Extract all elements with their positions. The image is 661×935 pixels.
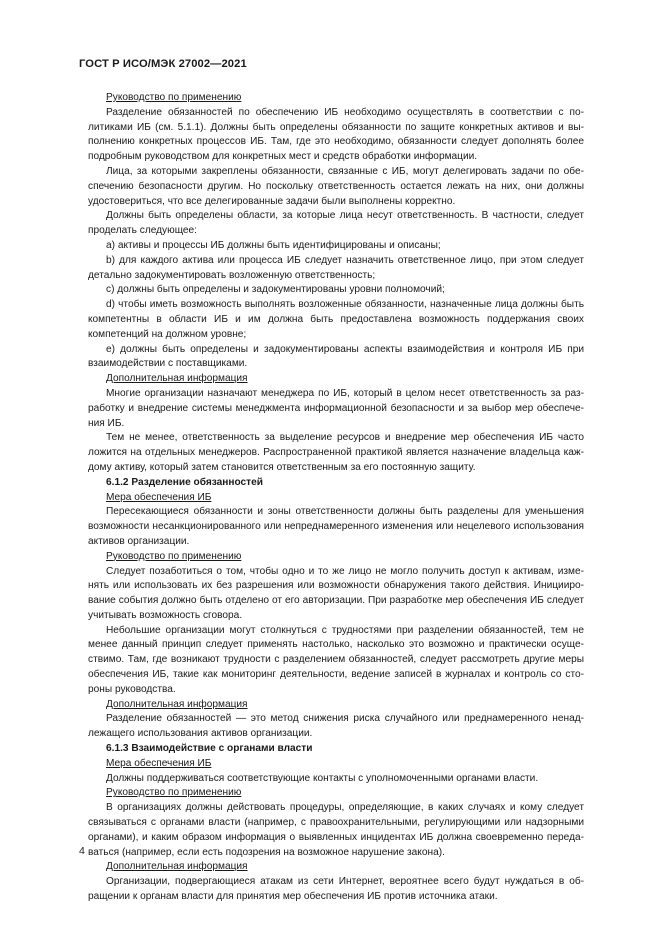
page-number: 4 <box>79 845 85 857</box>
paragraph: Организации, подвергающиеся атакам из сети Интернет, вероятнее всего будут нуждаться в обращении к органам власти для принятия мер обеспечения ИБ против источника атаки. <box>88 876 584 903</box>
paragraph: Лица, за которыми закреплены обязанности, связанные с ИБ, могут делегировать задачи по обеспечению безопасности другим. Но поскольку ответственность остается лежать на них, они должны удостовериться, что все делегированные задачи были выполнены корректно. <box>88 165 584 207</box>
subheading-underlined: Мера обеспечения ИБ <box>106 491 212 503</box>
paragraph: Тем не менее, ответственность за выделение ресурсов и внедрение мер обеспечения ИБ часто ложится на отдельных менеджеров. Распространенной практикой является назначение владельца каждому активу, который затем становится ответственным за его постоянную защиту. <box>88 432 584 473</box>
paragraph: В организациях должны действовать процедуры, определяющие, в каких случаях и кому следует связываться с органами власти (например, с правоохранительными, регулирующими или надзорными органами), и каким образом информация о выявленных инцидентах ИБ должна своевременно передаваться (например, если есть подозрения на возможное нарушение закона). <box>88 802 584 858</box>
paragraph: Должны поддерживаться соответствующие контакты с уполномоченными органами власти. <box>106 772 539 784</box>
paragraph: Следует позаботиться о том, чтобы одно и то же лицо не могло получить доступ к активам, изменять или использовать их без разрешения или возможности обнаружения такого действия. Инициирование события должно быть отделено от его авторизации. При разработке мер обеспечения ИБ следует учитывать возможность сговора. <box>88 565 584 621</box>
paragraph: Разделение обязанностей по обеспечению ИБ необходимо осуществлять в соответствии с политиками ИБ (см. 5.1.1). Должны быть определены обязанности по защите конкретных активов и выполнению конкретных процессов ИБ. Там, где это необходимо, обязанности следует дополнять более подробным руководством для конкретных мест и средств обработки информации. <box>88 106 584 163</box>
list-item: b) для каждого актива или процесса ИБ следует назначить ответственное лицо, при этом следует детально задокументировать возложенную ответственность; <box>88 254 584 281</box>
subheading-underlined: Дополнительная информация <box>106 373 248 385</box>
list-item: a) активы и процессы ИБ должны быть идентифицированы и описаны; <box>106 239 441 251</box>
list-item: e) должны быть определены и задокументированы аспекты взаимодействия и контроля ИБ при взаимодействии с поставщиками. <box>88 343 584 370</box>
section-heading: 6.1.3 Взаимодействие с органами власти <box>106 743 313 755</box>
subheading-underlined: Мера обеспечения ИБ <box>106 757 212 769</box>
subheading-underlined: Дополнительная информация <box>106 698 248 710</box>
paragraph: Должны быть определены области, за которые лица несут ответственность. В частности, следует проделать следующее: <box>88 210 584 237</box>
paragraph: Многие организации назначают менеджера по ИБ, который в целом несет ответственность за разработку и внедрение системы менеджмента информационной безопасности и за выбор мер обеспечения ИБ. <box>88 387 584 429</box>
document-header: ГОСТ Р ИСО/МЭК 27002—2021 <box>79 58 247 70</box>
subheading-underlined: Дополнительная информация <box>106 861 248 873</box>
list-item: c) должны быть определены и задокументированы уровни полномочий; <box>106 284 445 296</box>
list-item: d) чтобы иметь возможность выполнять возложенные обязанности, назначенные лица должны быть компетентны в области ИБ и им должна быть предоставлена возможность поддержания своих компетенций на должном уровне; <box>88 299 584 340</box>
paragraph: Небольшие организации могут столкнуться с трудностями при разделении обязанностей, тем не менее данный принцип следует применять настолько, насколько это возможно и практически осуществимо. Там, где возникают трудности с разделением обязанностей, следует рассмотреть другие меры обеспечения ИБ, такие как мониторинг деятельности, ведение записей в журналах и контроль со стороны руководства. <box>88 624 584 695</box>
document-body <box>88 91 584 905</box>
section-heading: 6.1.2 Разделение обязанностей <box>106 476 263 488</box>
paragraph: Разделение обязанностей — это метод снижения риска случайного или преднамеренного ненадлежащего использования активов организации. <box>88 713 584 740</box>
paragraph: Пересекающиеся обязанности и зоны ответственности должны быть разделены для уменьшения возможности несанкционированного или непреднамеренного изменения или нецелевого использования активов организации. <box>88 506 584 547</box>
subheading-underlined: Руководство по применению <box>106 550 242 562</box>
subheading-underlined: Руководство по применению <box>106 787 242 799</box>
subheading-underlined: Руководство по применению <box>106 92 242 103</box>
